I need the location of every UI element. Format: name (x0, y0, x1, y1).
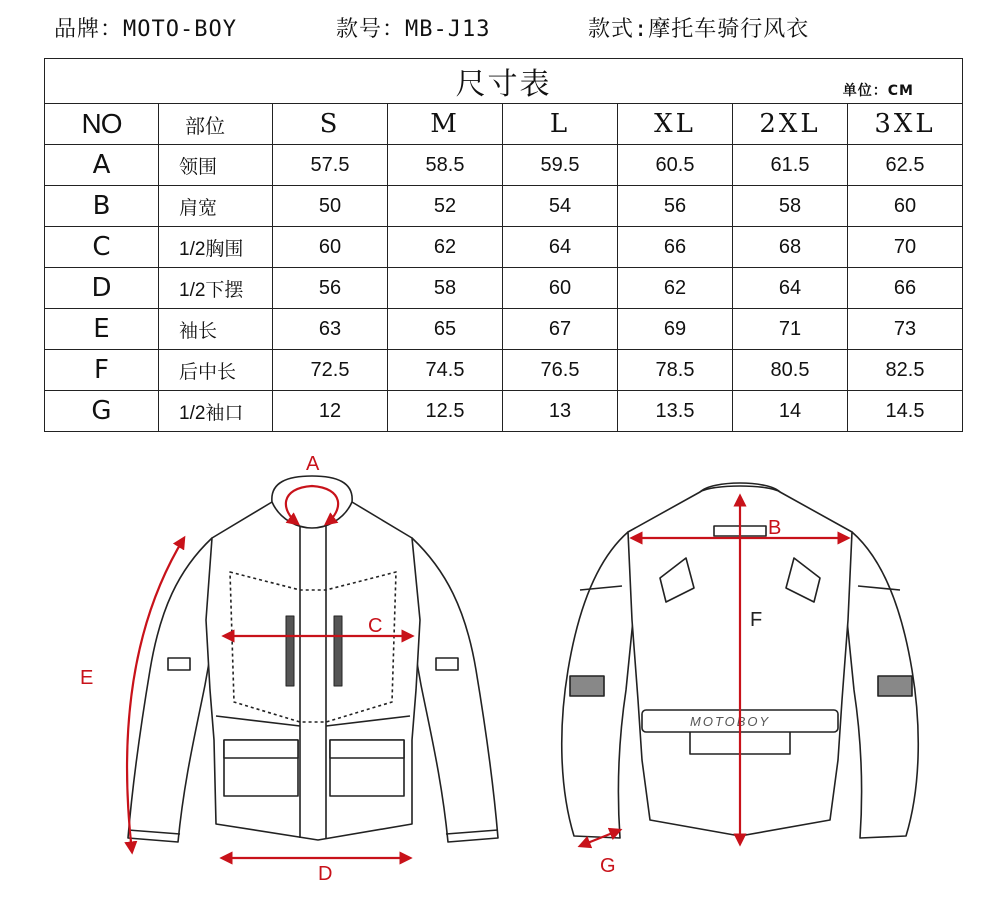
table-cell: 76.5 (503, 350, 618, 391)
table-cell: 60 (273, 227, 388, 268)
model-info (336, 12, 491, 43)
table-row (45, 186, 963, 227)
table-row (45, 268, 963, 309)
row-code: B (45, 186, 159, 227)
col-part-header: 部位 (159, 104, 273, 145)
table-cell: 13 (503, 391, 618, 432)
table-cell: 60.5 (618, 145, 733, 186)
row-part: 后中长 (159, 350, 273, 391)
table-cell: 50 (273, 186, 388, 227)
table-cell: 59.5 (503, 145, 618, 186)
front-jacket-drawing (128, 476, 498, 842)
row-part: 1/2胸围 (159, 227, 273, 268)
table-cell: 60 (848, 186, 963, 227)
table-cell: 82.5 (848, 350, 963, 391)
table-cell: 64 (503, 227, 618, 268)
table-cell: 14 (733, 391, 848, 432)
row-code: E (45, 309, 159, 350)
size-header: 2XL (733, 104, 848, 145)
row-code: G (45, 391, 159, 432)
table-cell: 56 (273, 268, 388, 309)
table-cell: 14.5 (848, 391, 963, 432)
col-no-header: NO (45, 104, 159, 145)
table-cell: 56 (618, 186, 733, 227)
table-cell: 58 (388, 268, 503, 309)
table-cell: 62 (618, 268, 733, 309)
row-code: D (45, 268, 159, 309)
jacket-measurement-diagram (0, 440, 1000, 900)
size-header: S (273, 104, 388, 145)
table-cell: 52 (388, 186, 503, 227)
table-cell: 70 (848, 227, 963, 268)
row-part: 领围 (159, 145, 273, 186)
style-info (588, 12, 809, 43)
table-cell: 61.5 (733, 145, 848, 186)
size-header: XL (618, 104, 733, 145)
size-header: L (503, 104, 618, 145)
table-cell: 60 (503, 268, 618, 309)
brand-value: MOTO-BOY (123, 17, 237, 42)
table-cell: 63 (273, 309, 388, 350)
table-cell: 78.5 (618, 350, 733, 391)
unit-label: 单位：CM (842, 83, 914, 99)
size-header: 3XL (848, 104, 963, 145)
brand-info (54, 12, 237, 43)
table-row (45, 350, 963, 391)
table-cell: 66 (848, 268, 963, 309)
table-cell: 67 (503, 309, 618, 350)
table-cell: 64 (733, 268, 848, 309)
table-cell: 66 (618, 227, 733, 268)
table-cell: 58 (733, 186, 848, 227)
table-header-row (45, 104, 963, 145)
style-value: 摩托车骑行风衣 (648, 17, 810, 42)
model-value: MB-J13 (405, 17, 491, 42)
table-title-row (45, 59, 963, 104)
label-a: A (306, 453, 320, 475)
row-code: A (45, 145, 159, 186)
row-part: 肩宽 (159, 186, 273, 227)
label-d: D (318, 863, 333, 885)
table-cell: 57.5 (273, 145, 388, 186)
table-cell: 12.5 (388, 391, 503, 432)
size-chart-table (44, 58, 963, 432)
table-cell: 13.5 (618, 391, 733, 432)
back-logo-text: MOTOBOY (690, 714, 771, 729)
style-label: 款式: (588, 17, 649, 42)
label-c: C (368, 615, 383, 637)
table-cell: 72.5 (273, 350, 388, 391)
row-part: 1/2袖口 (159, 391, 273, 432)
size-header: M (388, 104, 503, 145)
table-cell: 65 (388, 309, 503, 350)
table-cell: 68 (733, 227, 848, 268)
label-g: G (600, 855, 616, 877)
table-cell: 12 (273, 391, 388, 432)
table-cell: 62.5 (848, 145, 963, 186)
table-row (45, 227, 963, 268)
product-header (50, 12, 950, 46)
label-b: B (768, 517, 782, 539)
table-cell: 54 (503, 186, 618, 227)
table-cell: 58.5 (388, 145, 503, 186)
row-code: C (45, 227, 159, 268)
table-row (45, 309, 963, 350)
table-cell: 62 (388, 227, 503, 268)
table-cell: 69 (618, 309, 733, 350)
table-cell: 74.5 (388, 350, 503, 391)
brand-label: 品牌： (54, 17, 124, 42)
row-part: 袖长 (159, 309, 273, 350)
table-row (45, 391, 963, 432)
table-row (45, 145, 963, 186)
row-part: 1/2下摆 (159, 268, 273, 309)
table-cell: 80.5 (733, 350, 848, 391)
table-cell: 71 (733, 309, 848, 350)
table-cell: 73 (848, 309, 963, 350)
label-e: E (80, 667, 94, 689)
model-label: 款号： (336, 17, 406, 42)
row-code: F (45, 350, 159, 391)
table-title: 尺寸表 (455, 67, 552, 102)
label-f: F (750, 609, 763, 631)
